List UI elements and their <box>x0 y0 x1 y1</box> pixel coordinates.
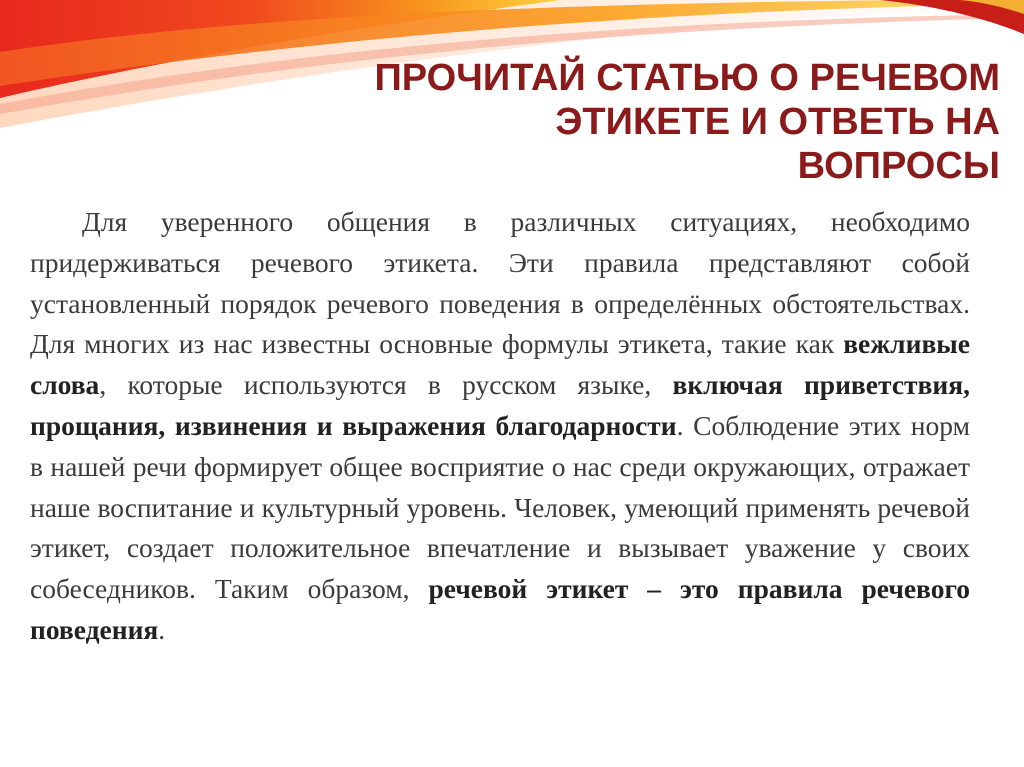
slide-title-line-1: ПРОЧИТАЙ СТАТЬЮ О РЕЧЕВОМ <box>374 57 1000 99</box>
bold-phrase-greetings: включая приветствия, прощания, извинения и выражения благодарности <box>30 369 970 441</box>
bold-phrase-polite-words: вежливые слова <box>30 328 970 401</box>
paragraph-text-3: . Соблюдение этих норм в нашей речи формирует общее восприятие о нас среди окружающих, отражает наше воспитание и культурный уровень. Человек, умеющий применять речевой этикет, создает положительное впечатление и вызывает уважение у своих собеседников. Таким образом, <box>30 409 970 605</box>
paragraph-text-4: . <box>158 613 166 645</box>
slide-title <box>300 56 1000 188</box>
slide-title-line-3: ВОПРОСЫ <box>797 145 1000 187</box>
article-paragraph <box>30 202 970 651</box>
paragraph-text-1: Для уверенного общения в различных ситуациях, необходимо придерживаться речевого этикета. Эти правила представляют собой установленный порядок речевого поведения в определённых обстоятельствах. Для многих из нас известны основные формулы этикета, такие как <box>30 206 970 360</box>
slide-title-line-2: ЭТИКЕТЕ И ОТВЕТЬ НА <box>555 101 1000 143</box>
bold-phrase-definition: речевой этикет – это правила речевого поведения <box>30 573 970 645</box>
paragraph-text-2: , которые используются в русском языке, <box>99 369 673 401</box>
